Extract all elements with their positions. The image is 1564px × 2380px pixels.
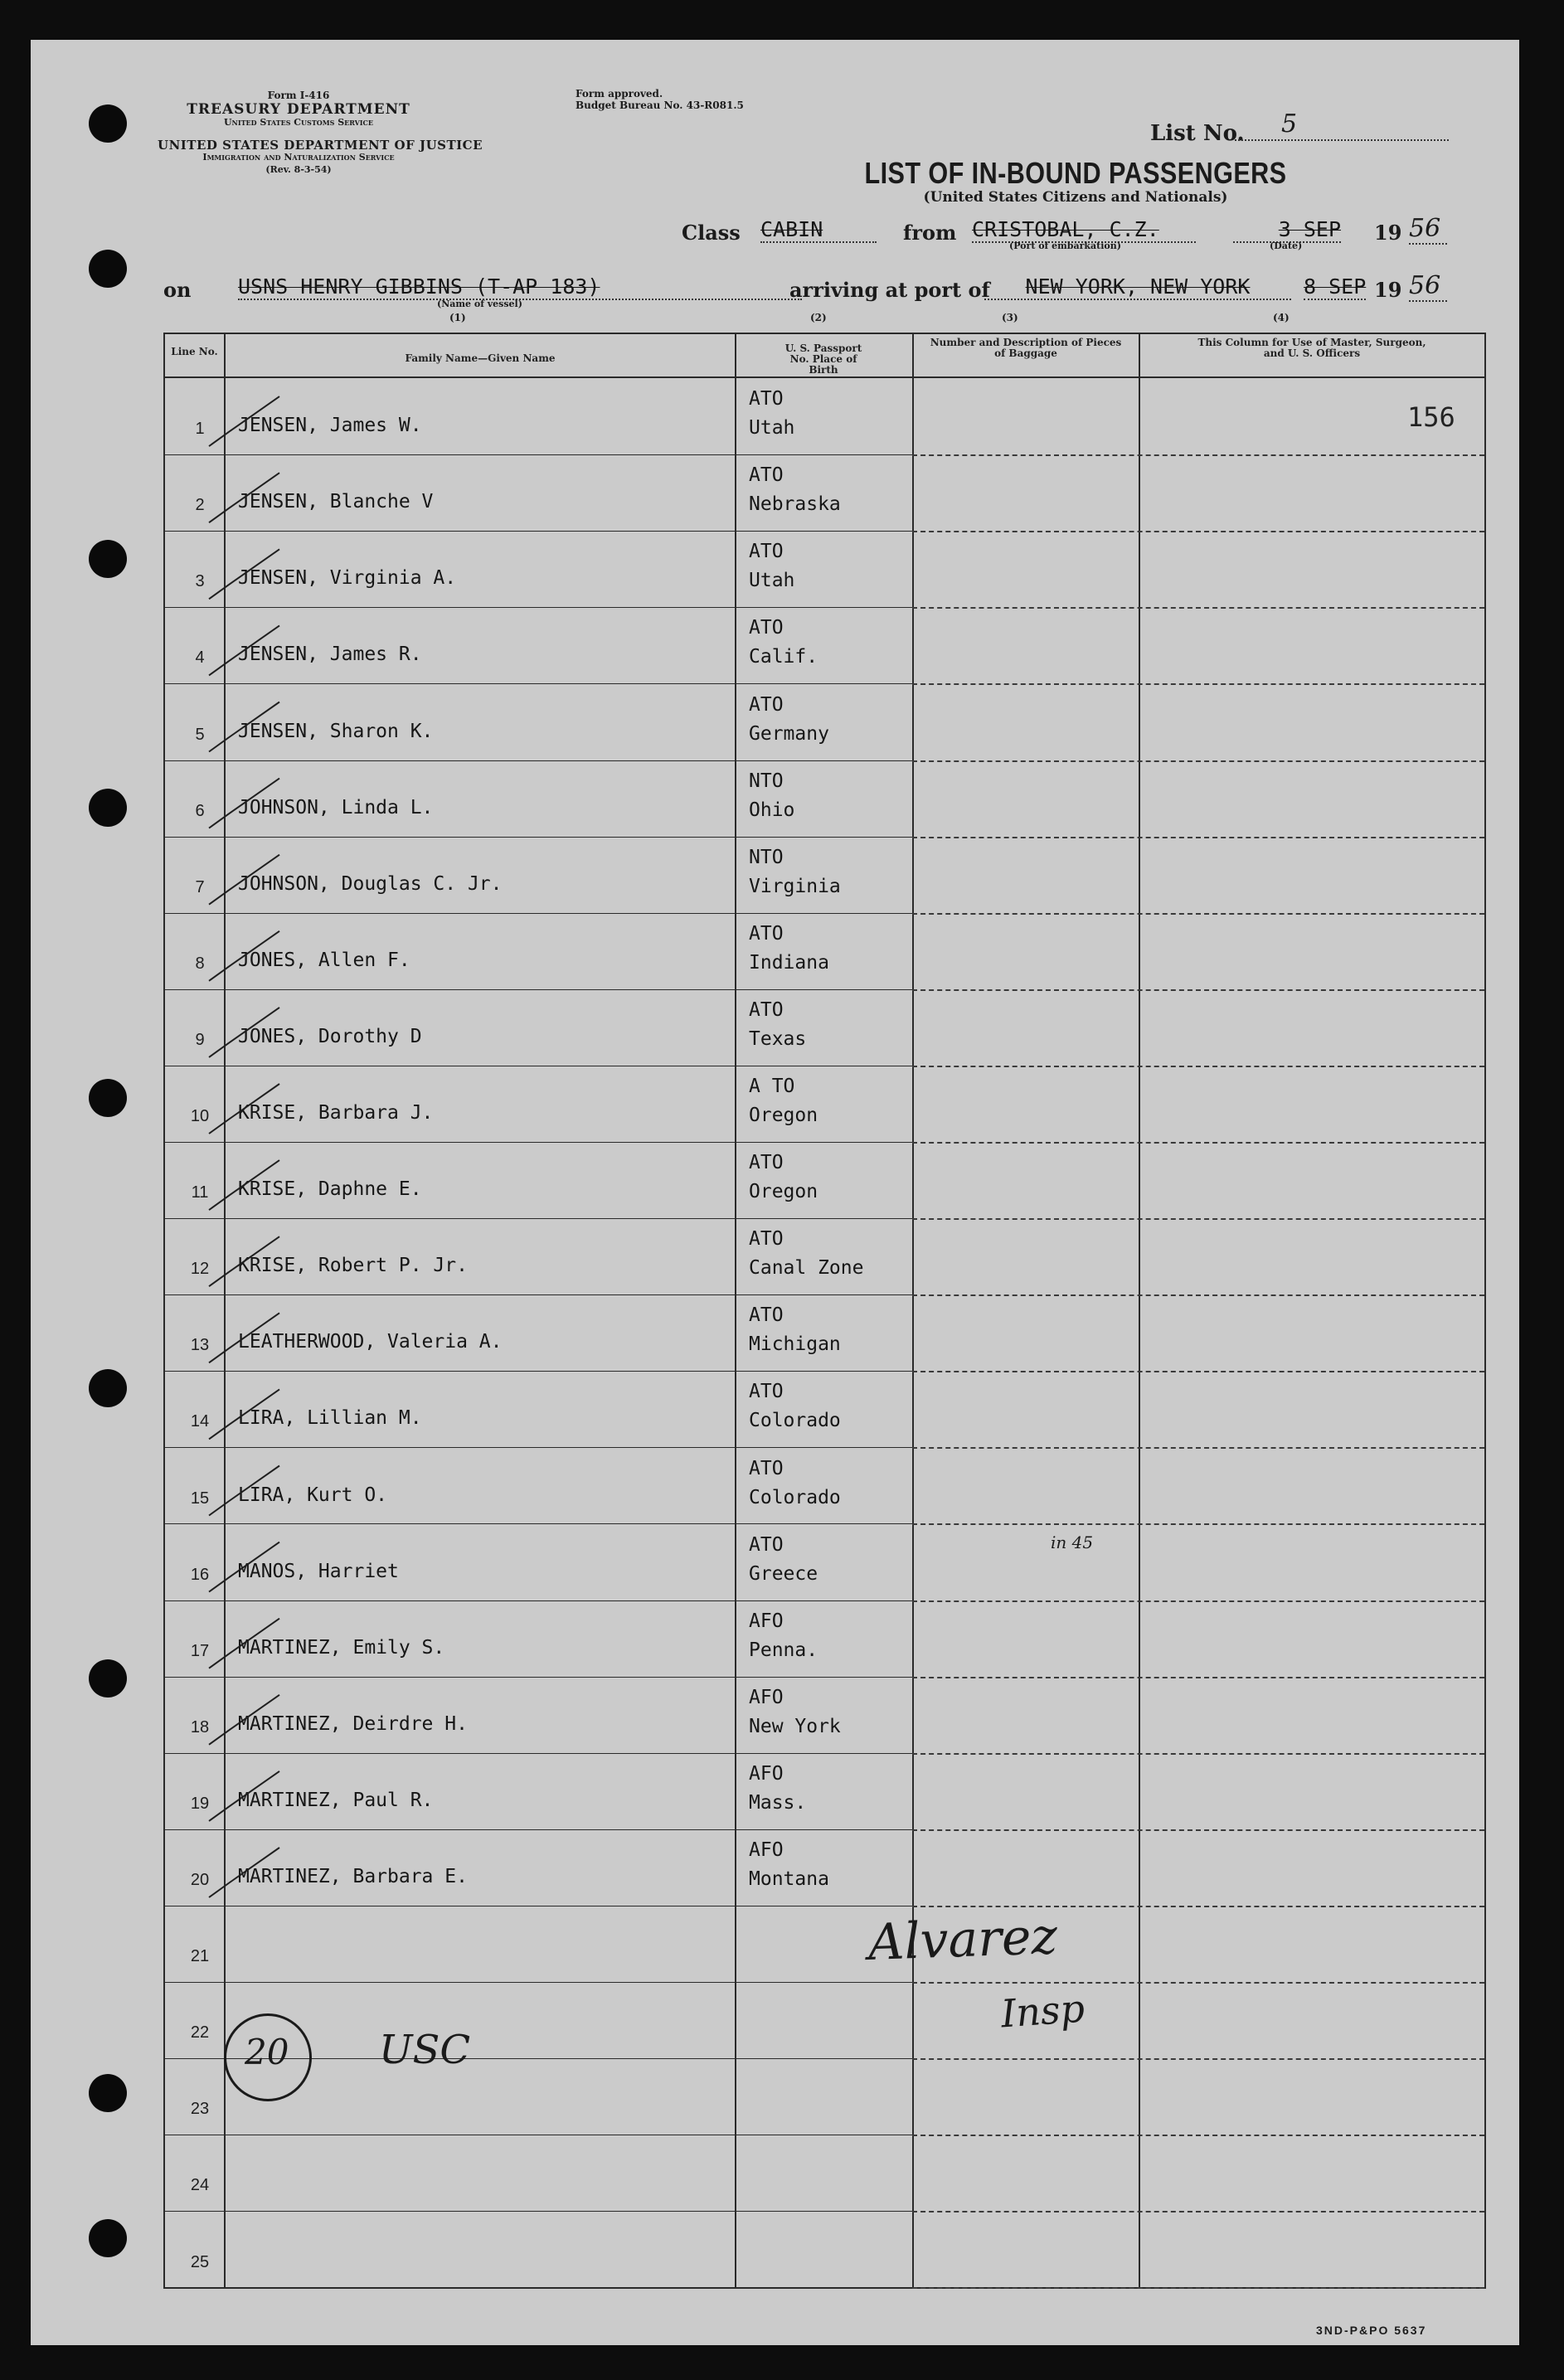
header-line-no: Line No.: [171, 346, 218, 357]
check-mark: [209, 1084, 279, 1134]
line-number: 2: [195, 496, 205, 515]
check-mark: [209, 1619, 279, 1668]
check-mark: [209, 625, 279, 675]
check-mark: [209, 1389, 279, 1439]
line-number: 13: [190, 1336, 210, 1355]
vessel-name-value: USNS HENRY GIBBINS (T-AP 183): [238, 274, 802, 300]
passport-type: AFO: [749, 1839, 784, 1861]
arriving-label: arriving at port of: [789, 278, 990, 302]
check-mark: [209, 1236, 279, 1286]
from-label: from: [903, 221, 957, 245]
line-number: 8: [195, 954, 205, 973]
line-number: 20: [190, 1871, 210, 1889]
passenger-name: KRISE, Robert P. Jr.: [238, 1255, 468, 1277]
customs-service: United States Customs Service: [223, 117, 374, 128]
passenger-name: JENSEN, Virginia A.: [238, 567, 457, 590]
form-subtitle: (United States Citizens and Nationals): [923, 189, 1228, 206]
list-no-value: 5: [1281, 109, 1298, 138]
check-mark: [209, 396, 279, 446]
line-number: 19: [190, 1794, 210, 1813]
line-number: 15: [190, 1489, 210, 1508]
column-caption-2: (2): [810, 312, 827, 323]
check-mark: [209, 549, 279, 599]
place-of-birth: Montana: [749, 1868, 829, 1890]
arrival-year-prefix: 19: [1374, 278, 1402, 302]
arrival-port-value: NEW YORK, NEW YORK: [984, 274, 1291, 300]
place-of-birth: Colorado: [749, 1410, 841, 1432]
check-mark: [209, 855, 279, 905]
passenger-name: JENSEN, James R.: [238, 644, 422, 666]
passport-type: ATO: [749, 1533, 784, 1556]
place-of-birth: Utah: [749, 417, 795, 440]
place-of-birth: Nebraska: [749, 493, 841, 516]
line-number: 4: [195, 648, 205, 668]
place-of-birth: Greece: [749, 1562, 818, 1585]
passenger-name: JOHNSON, Linda L.: [238, 796, 434, 818]
column-caption-3: (3): [1002, 312, 1018, 323]
place-of-birth: Michigan: [749, 1333, 841, 1356]
place-of-birth: Utah: [749, 570, 795, 592]
departure-year-prefix: 19: [1374, 221, 1402, 245]
budget-bureau-number: Budget Bureau No. 43-R081.5: [576, 100, 744, 111]
passport-type: ATO: [749, 464, 784, 487]
line-number: 18: [190, 1717, 210, 1736]
place-of-birth: Mass.: [749, 1791, 807, 1814]
place-of-birth: Canal Zone: [749, 1257, 864, 1280]
ins-service: Immigration and Naturalization Service: [202, 152, 395, 163]
count-circle-value: 20: [245, 2032, 289, 2072]
on-label: on: [163, 278, 192, 302]
passenger-name: LEATHERWOOD, Valeria A.: [238, 1331, 503, 1353]
port-of-embarkation-caption: (Port of embarkation): [1009, 240, 1121, 251]
check-mark: [209, 473, 279, 522]
place-of-birth: Calif.: [749, 646, 818, 668]
line-number: 6: [195, 801, 205, 820]
check-mark: [209, 1160, 279, 1210]
printer-code: 3ND-P&PO 5637: [1316, 2324, 1427, 2337]
check-mark: [209, 1695, 279, 1745]
passenger-name: JONES, Dorothy D: [238, 1025, 422, 1047]
passport-type: AFO: [749, 1686, 784, 1708]
place-of-birth: Texas: [749, 1027, 807, 1050]
list-no-label: List No.: [1150, 121, 1245, 146]
passport-type: ATO: [749, 1152, 784, 1174]
line-number: 21: [190, 1947, 210, 1966]
passenger-name: JONES, Allen F.: [238, 949, 410, 971]
line-number: 9: [195, 1030, 205, 1049]
line-number: 22: [190, 2023, 210, 2042]
passenger-name: JOHNSON, Douglas C. Jr.: [238, 872, 503, 895]
passport-type: ATO: [749, 998, 784, 1021]
header-passport: U. S. Passport No. Place of Birth: [784, 342, 862, 376]
passenger-name: MARTINEZ, Emily S.: [238, 1636, 445, 1659]
header-name: Family Name—Given Name: [405, 352, 556, 364]
place-of-birth: Penna.: [749, 1639, 818, 1661]
inspector-signature: Alvarez: [867, 1907, 1059, 1972]
passport-type: ATO: [749, 1228, 784, 1251]
line-number: 16: [190, 1565, 210, 1584]
passenger-name: MARTINEZ, Barbara E.: [238, 1866, 468, 1887]
place-of-birth: Virginia: [749, 875, 841, 897]
department-of-justice: UNITED STATES DEPARTMENT OF JUSTICE: [158, 138, 483, 153]
passport-type: ATO: [749, 1381, 784, 1403]
usc-note: USC: [379, 2027, 471, 2073]
check-mark: [209, 779, 279, 828]
class-value: CABIN: [760, 217, 877, 243]
inspector-title: Insp: [999, 1985, 1086, 2037]
passenger-name: KRISE, Daphne E.: [238, 1178, 422, 1201]
embarkation-port-value: CRISTOBAL, C.Z.: [972, 217, 1196, 243]
passport-type: NTO: [749, 770, 784, 792]
vessel-name-caption: (Name of vessel): [437, 299, 522, 309]
passport-type: AFO: [749, 1762, 784, 1785]
departure-date-value: 3 SEP: [1233, 217, 1341, 243]
line-number: 14: [190, 1412, 210, 1431]
form-title: LIST OF IN-BOUND PASSENGERS: [864, 156, 1287, 190]
place-of-birth: Germany: [749, 722, 829, 745]
line-number: 5: [195, 725, 205, 744]
arrival-date-value: 8 SEP: [1304, 274, 1367, 299]
line-number: 7: [195, 877, 205, 896]
header-baggage: Number and Description of Pieces of Baggage: [930, 337, 1122, 359]
check-mark: [209, 1542, 279, 1592]
revision-date: (Rev. 8-3-54): [265, 164, 332, 175]
passport-type: ATO: [749, 922, 784, 945]
place-of-birth: Indiana: [749, 951, 829, 974]
check-mark: [209, 931, 279, 981]
place-of-birth: Oregon: [749, 1105, 818, 1126]
form-number: Form I-416: [267, 90, 330, 101]
passenger-name: MANOS, Harriet: [238, 1560, 399, 1582]
line-number: 17: [190, 1641, 210, 1660]
passport-type: ATO: [749, 1304, 784, 1327]
place-of-birth: Colorado: [749, 1486, 841, 1508]
check-mark: [209, 1008, 279, 1057]
place-of-birth: Oregon: [749, 1181, 818, 1203]
arrival-year-value: 56: [1409, 271, 1447, 302]
line-number: 24: [190, 2176, 210, 2195]
passenger-name: KRISE, Barbara J.: [238, 1102, 434, 1124]
line-number: 10: [190, 1107, 210, 1125]
page-number: 156: [1407, 401, 1455, 433]
passport-type: AFO: [749, 1610, 784, 1632]
passenger-name: LIRA, Kurt O.: [238, 1484, 388, 1506]
check-mark: [209, 1848, 279, 1897]
column-caption-1: (1): [449, 312, 466, 323]
passenger-name: MARTINEZ, Paul R.: [238, 1789, 434, 1811]
column-caption-4: (4): [1273, 312, 1290, 323]
line-number: 1: [195, 420, 205, 439]
line-number: 25: [190, 2252, 210, 2271]
place-of-birth: New York: [749, 1715, 841, 1737]
passenger-name: JENSEN, James W.: [238, 415, 422, 437]
row16-margin-note: in 45: [1051, 1532, 1094, 1552]
line-number: 23: [190, 2100, 210, 2119]
passport-type: ATO: [749, 1457, 784, 1479]
check-mark: [209, 702, 279, 752]
check-marks: [31, 40, 1519, 2345]
check-mark: [209, 1466, 279, 1516]
passenger-name: MARTINEZ, Deirdre H.: [238, 1712, 468, 1735]
passenger-name: JENSEN, Sharon K.: [238, 720, 434, 742]
passport-type: ATO: [749, 693, 784, 716]
passport-type: NTO: [749, 846, 784, 868]
form-approved: Form approved.: [576, 88, 663, 100]
treasury-department: TREASURY DEPARTMENT: [187, 101, 410, 118]
line-number: 3: [195, 572, 205, 591]
date-caption: (Date): [1270, 240, 1303, 251]
passport-type: ATO: [749, 388, 784, 410]
passenger-name: LIRA, Lillian M.: [238, 1407, 422, 1430]
departure-year-value: 56: [1409, 214, 1447, 245]
line-number: 11: [191, 1183, 209, 1202]
check-mark: [209, 1313, 279, 1362]
place-of-birth: Ohio: [749, 799, 795, 821]
header-officers: This Column for Use of Master, Surgeon, and U. S. Officers: [1197, 337, 1426, 359]
class-label: Class: [682, 221, 741, 245]
passport-type: ATO: [749, 541, 784, 563]
line-number: 12: [190, 1260, 210, 1279]
passport-type: A TO: [749, 1076, 795, 1097]
passport-type: ATO: [749, 617, 784, 639]
check-mark: [209, 1771, 279, 1821]
passenger-name: JENSEN, Blanche V: [238, 491, 434, 513]
form-page: [31, 40, 1519, 2345]
